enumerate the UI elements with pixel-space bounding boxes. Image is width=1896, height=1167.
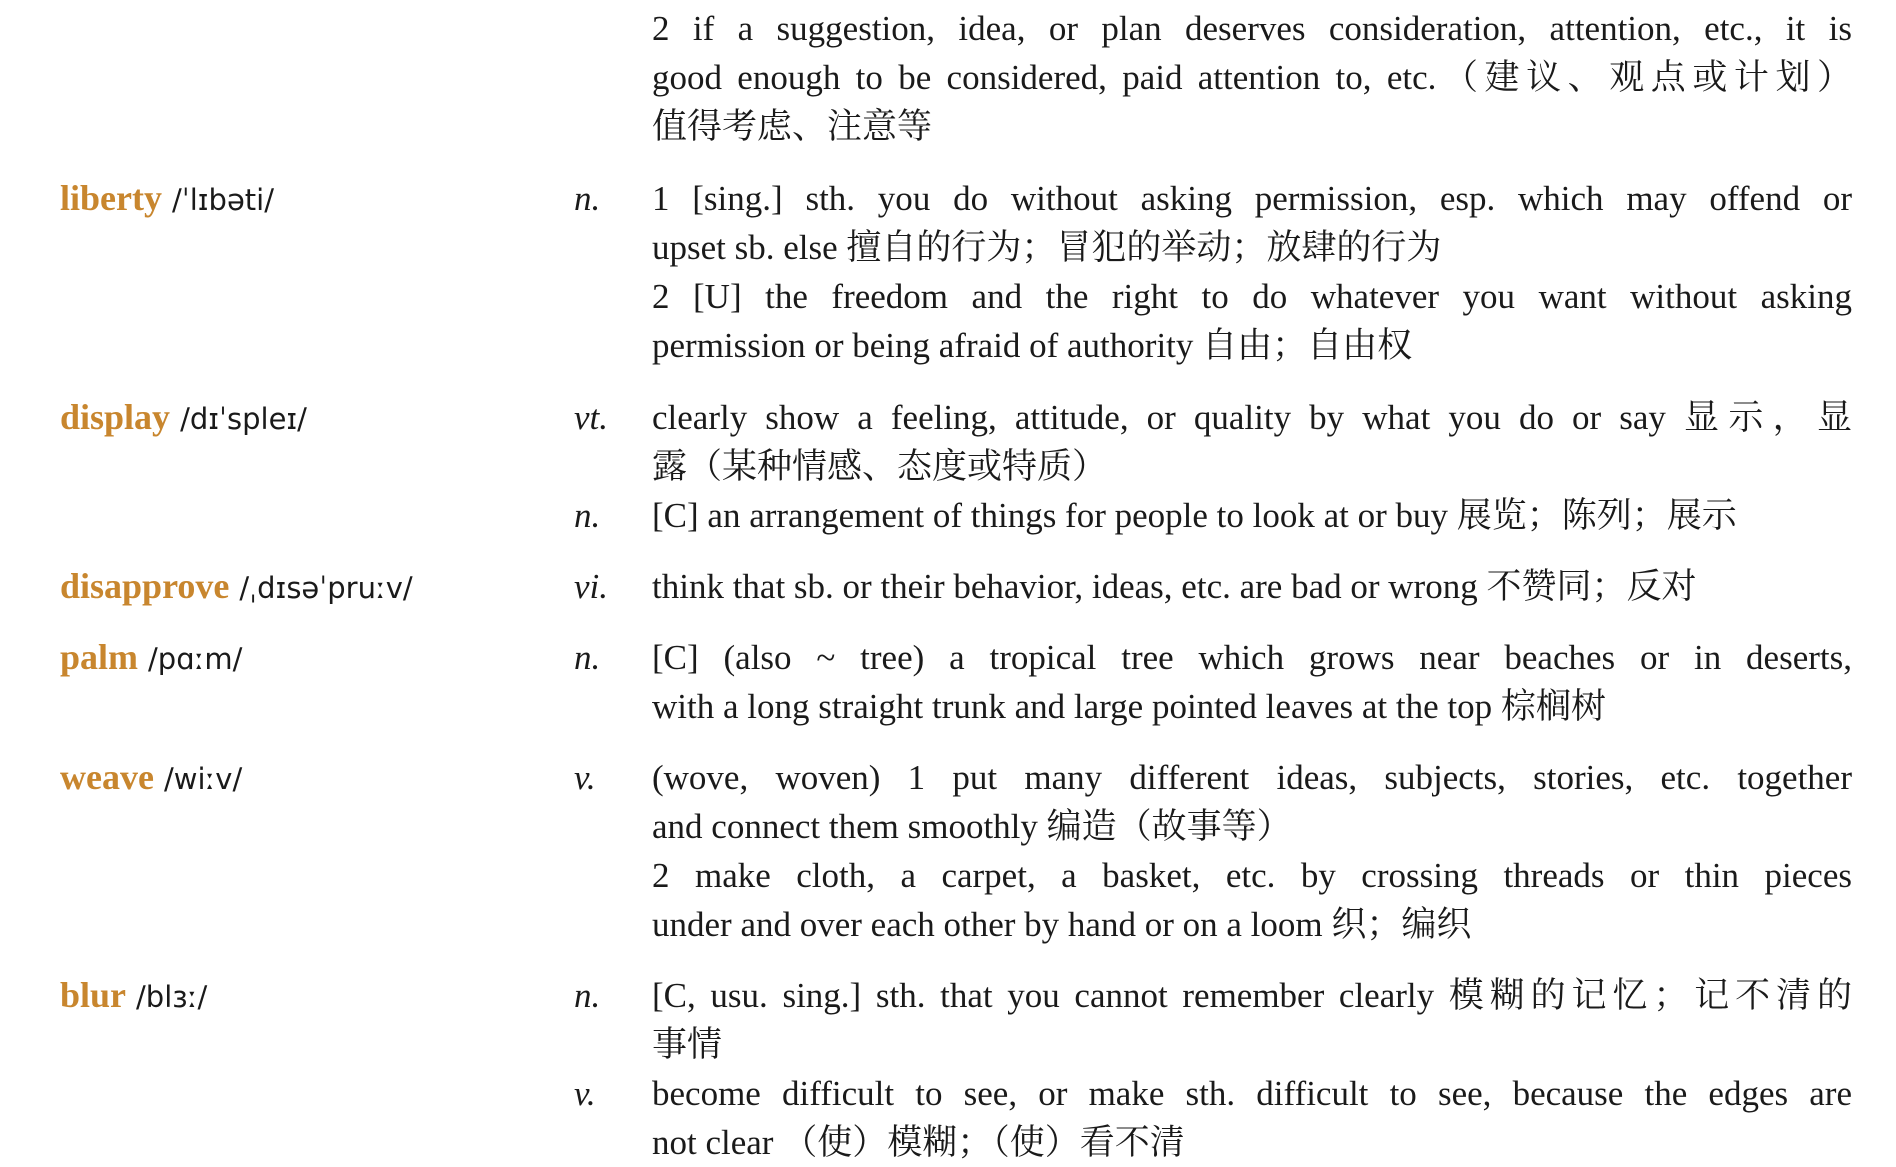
definition-line: [C] (also ~ tree) a tropical tree which grows near beaches or in deserts, xyxy=(652,638,1852,677)
headword xyxy=(60,562,413,613)
definition-line: [C, usu. sing.] sth. that you cannot remember clearly 模糊的记忆；记不清的 xyxy=(652,976,1852,1015)
phonetic: /ˌdɪsəˈpruːv/ xyxy=(239,571,413,605)
definition-line: not clear （使）模糊；（使）看不清 xyxy=(652,1123,1185,1162)
definition-line: permission or being afraid of authority 自由；自由权 xyxy=(652,326,1413,365)
definition xyxy=(652,491,1852,540)
definition xyxy=(652,753,1852,949)
definition-line: clearly show a feeling, attitude, or quality by what you do or say 显示，显 xyxy=(652,398,1852,437)
definition xyxy=(652,174,1852,370)
definition-line: 事情 xyxy=(652,1025,723,1064)
definition-line: (wove, woven) 1 put many different ideas, subjects, stories, etc. together xyxy=(652,758,1852,797)
definition-line: and connect them smoothly 编造（故事等） xyxy=(652,807,1292,846)
definition xyxy=(652,562,1852,611)
definition-line: with a long straight trunk and large pointed leaves at the top 棕榈树 xyxy=(652,687,1606,726)
headword xyxy=(60,753,242,804)
definition-line: good enough to be considered, paid attention to, etc.（建议、观点或计划） xyxy=(652,58,1852,97)
phonetic: /ˈlɪbəti/ xyxy=(171,183,275,217)
part-of-speech: v. xyxy=(574,758,596,797)
definition xyxy=(652,633,1852,731)
headword-text: blur xyxy=(60,975,127,1015)
phonetic: /dɪˈspleɪ/ xyxy=(180,402,307,436)
part-of-speech: n. xyxy=(574,496,601,535)
headword-text: liberty xyxy=(60,178,162,218)
definition xyxy=(652,4,1852,151)
definition xyxy=(652,393,1852,491)
phonetic: /pɑːm/ xyxy=(148,642,243,676)
definition xyxy=(652,971,1852,1069)
headword-text: disapprove xyxy=(60,566,230,606)
definition-line: become difficult to see, or make sth. difficult to see, because the edges are xyxy=(652,1074,1852,1113)
definition-line: [C] an arrangement of things for people to look at or buy 展览；陈列；展示 xyxy=(652,496,1737,535)
definition-line: under and over each other by hand or on a loom 织；编织 xyxy=(652,905,1472,944)
headword-text: weave xyxy=(60,757,154,797)
definition-line: 1 [sing.] sth. you do without asking permission, esp. which may offend or xyxy=(652,179,1852,218)
definition-line: think that sb. or their behavior, ideas, etc. are bad or wrong 不赞同；反对 xyxy=(652,567,1697,606)
definition-line: 2 make cloth, a carpet, a basket, etc. by crossing threads or thin pieces xyxy=(652,856,1852,895)
part-of-speech: v. xyxy=(574,1074,596,1113)
headword xyxy=(60,393,307,444)
phonetic: /blɜː/ xyxy=(136,980,208,1014)
phonetic: /wiːv/ xyxy=(163,762,243,796)
definition xyxy=(652,1069,1852,1167)
definition-line: 值得考虑、注意等 xyxy=(652,107,933,146)
headword xyxy=(60,174,274,225)
headword xyxy=(60,971,207,1022)
headword-text: display xyxy=(60,397,171,437)
definition-line: 2 [U] the freedom and the right to do whatever you want without asking xyxy=(652,277,1852,316)
definition-line: 露（某种情感、态度或特质） xyxy=(652,447,1108,486)
definition-line: upset sb. else 擅自的行为；冒犯的举动；放肆的行为 xyxy=(652,228,1442,267)
part-of-speech: n. xyxy=(574,179,601,218)
part-of-speech: vi. xyxy=(574,567,609,606)
part-of-speech: vt. xyxy=(574,398,609,437)
part-of-speech: n. xyxy=(574,638,601,677)
headword xyxy=(60,633,242,684)
part-of-speech: n. xyxy=(574,976,601,1015)
headword-text: palm xyxy=(60,637,139,677)
definition-line: 2 if a suggestion, idea, or plan deserves consideration, attention, etc., it is xyxy=(652,9,1852,48)
